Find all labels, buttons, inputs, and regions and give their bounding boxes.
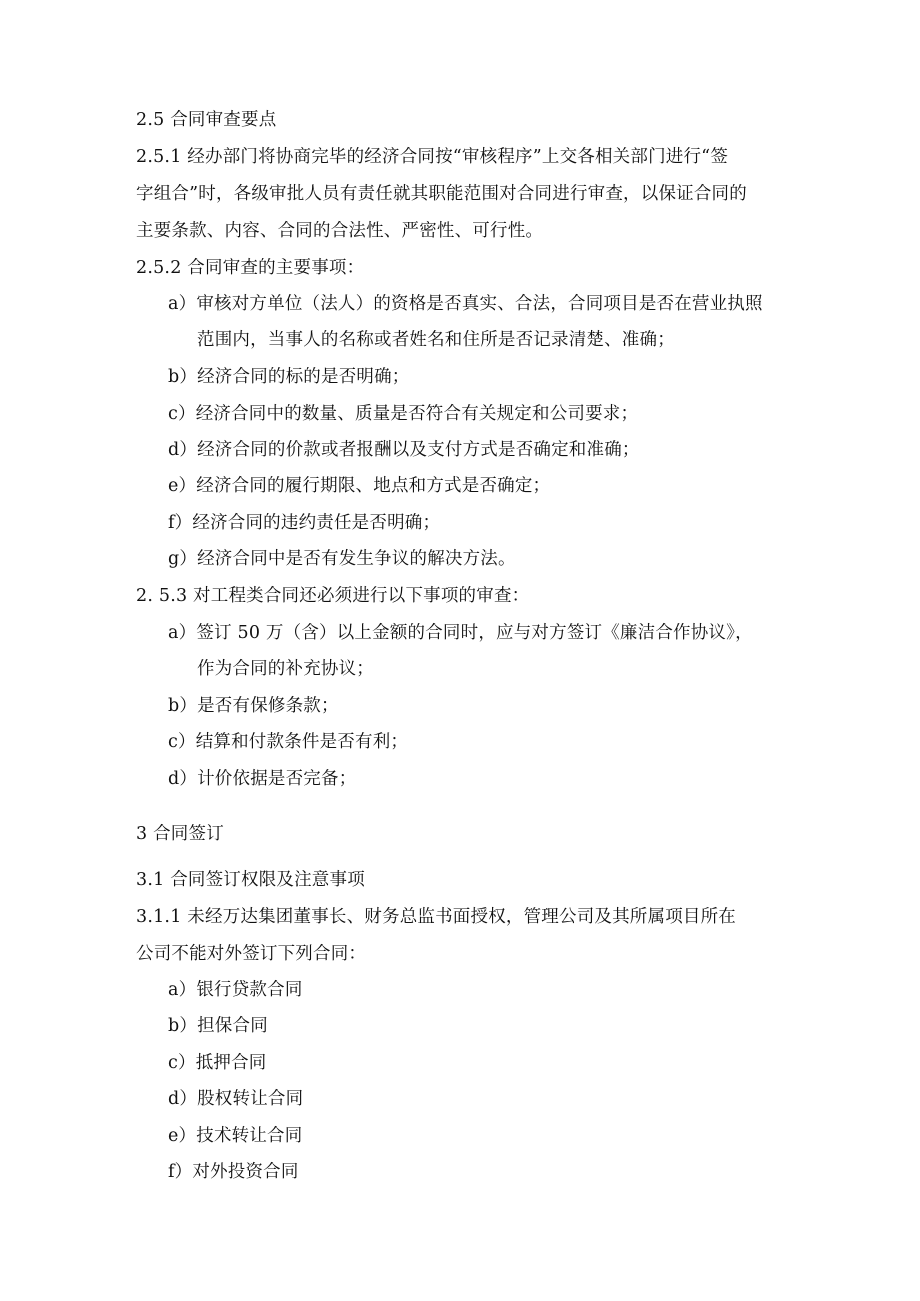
paragraph-2-5-1-line-1: 2.5.1 经办部门将协商完毕的经济合同按“审核程序”上交各相关部门进行“签: [136, 147, 729, 167]
list-item: b）担保合同: [168, 1016, 268, 1036]
list-item: a）银行贷款合同: [168, 980, 303, 1000]
list-item: f）对外投资合同: [168, 1162, 299, 1182]
list-item: d）股权转让合同: [168, 1089, 304, 1109]
list-item: g）经济合同中是否有发生争议的解决方法。: [168, 549, 516, 569]
list-item: c）结算和付款条件是否有利；: [168, 732, 409, 752]
paragraph-3-1-1-line-2: 公司不能对外签订下列合同：: [136, 944, 367, 964]
list-item: c）抵押合同: [168, 1053, 267, 1073]
list-item: a）审核对方单位（法人）的资格是否真实、合法，合同项目是否在营业执照: [168, 294, 763, 314]
list-item: e）技术转让合同: [168, 1126, 303, 1146]
list-item: b）经济合同的标的是否明确；: [168, 367, 410, 387]
list-item-continuation: 范围内，当事人的名称或者姓名和住所是否记录清楚、准确；: [197, 330, 675, 350]
section-3-1-heading: 3.1 合同签订权限及注意事项: [136, 870, 365, 890]
list-item: f）经济合同的违约责任是否明确；: [168, 513, 441, 533]
list-item: d）经济合同的价款或者报酬以及支付方式是否确定和准确；: [168, 440, 640, 460]
paragraph-2-5-1-line-3: 主要条款、内容、合同的合法性、严密性、可行性。: [136, 221, 544, 241]
list-item: c）经济合同中的数量、质量是否符合有关规定和公司要求；: [168, 404, 639, 424]
paragraph-3-1-1-line-1: 3.1.1 未经万达集团董事长、财务总监书面授权，管理公司及其所属项目所在: [136, 907, 736, 927]
list-item: d）计价依据是否完备；: [168, 769, 357, 789]
list-item: a）签订 50 万（含）以上金额的合同时，应与对方签订《廉洁合作协议》，: [168, 623, 753, 643]
paragraph-2-5-3-heading: 2. 5.3 对工程类合同还必须进行以下事项的审查：: [136, 586, 530, 606]
list-item: b）是否有保修条款；: [168, 696, 339, 716]
list-item: e）经济合同的履行期限、地点和方式是否确定；: [168, 476, 551, 496]
paragraph-2-5-1-line-2: 字组合”时，各级审批人员有责任就其职能范围对合同进行审查，以保证合同的: [136, 184, 747, 204]
paragraph-2-5-2-heading: 2.5.2 合同审查的主要事项：: [136, 258, 365, 278]
list-item-continuation: 作为合同的补充协议；: [197, 659, 374, 679]
section-3-heading: 3 合同签订: [136, 824, 224, 844]
section-2-5-heading: 2.5 合同审查要点: [136, 110, 277, 130]
